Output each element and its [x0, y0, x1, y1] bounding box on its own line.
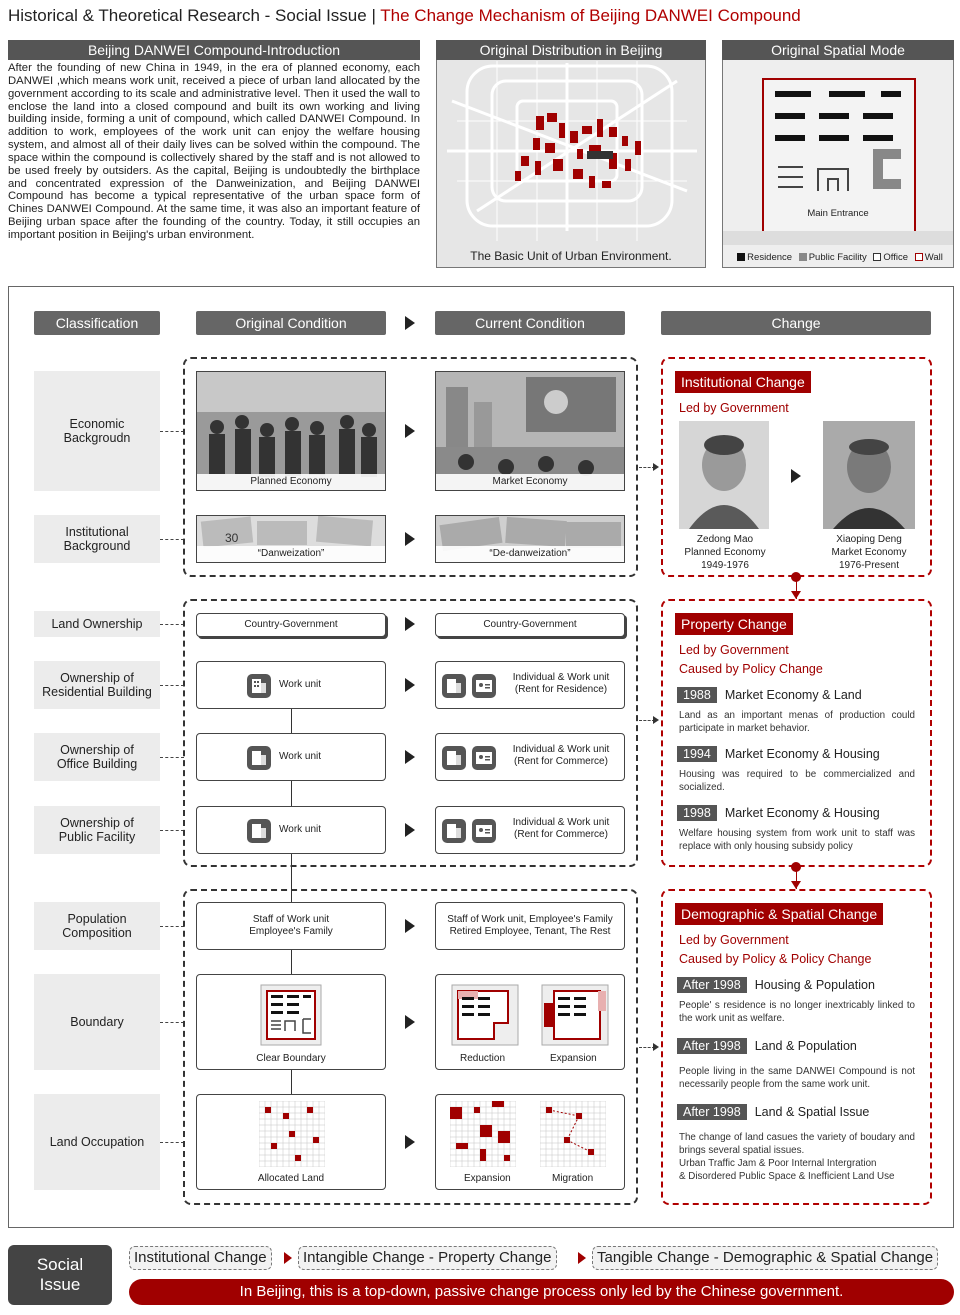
demographic-change-sub1: Led by Government — [679, 933, 789, 947]
spatial-mode — [722, 40, 954, 268]
arrow-icon — [653, 463, 659, 471]
current-residential-card — [435, 661, 625, 709]
demographic-change-sub2: Caused by Policy & Policy Change — [679, 952, 872, 966]
property-change-title: Property Change — [675, 613, 793, 635]
arrow-icon — [653, 1043, 659, 1051]
building-icon — [442, 746, 466, 770]
main-entrance-label: Main Entrance — [807, 208, 869, 219]
market-economy-label: Market Economy — [436, 474, 624, 490]
current-land-card: Country-Government — [435, 613, 625, 637]
title-right: The Change Mechanism of Beijing DANWEI Compound — [380, 6, 801, 25]
public-facility-swatch — [799, 253, 807, 261]
demographic-item-3-desc: The change of land casues the variety of boudary and brings several spatial issues. Urban Traffic Jam & Poor Internal Intergration & Disordered Public Space & Inefficient Land Use — [679, 1132, 915, 1182]
item-head: Land & Population — [754, 1039, 857, 1053]
leader — [160, 926, 184, 927]
building-icon — [442, 674, 466, 698]
institutional-change-panel — [661, 357, 932, 577]
person-card-icon — [472, 819, 496, 843]
building-icon — [247, 746, 271, 770]
planned-economy-photo — [196, 371, 386, 491]
mao-portrait — [679, 421, 769, 529]
col-current: Current Condition — [435, 311, 625, 335]
row-residential: Ownership of Residential Building — [34, 661, 160, 709]
original-population-card: Staff of Work unit Employee's Family — [196, 902, 386, 950]
footer-step-3: Tangible Change - Demographic & Spatial Change — [592, 1246, 938, 1270]
arrow-icon — [791, 591, 801, 599]
year-badge: After 1998 — [677, 1038, 747, 1054]
property-change-sub2: Caused by Policy Change — [679, 662, 823, 676]
arrow-icon — [405, 1135, 415, 1149]
dedanweization-photo — [435, 515, 625, 563]
row-public: Ownership of Public Facility — [34, 806, 160, 854]
legend-residence: Residence — [747, 252, 793, 263]
danweization-photo — [196, 515, 386, 563]
danweization-label: “Danweization” — [197, 546, 385, 562]
row-land: Land Ownership — [34, 611, 160, 637]
arrow-icon — [653, 716, 659, 724]
item-head: Market Economy & Land — [724, 688, 862, 702]
current-population-card: Staff of Work unit, Employee's Family Retired Employee, Tenant, The Rest — [435, 902, 625, 950]
leader — [160, 1022, 184, 1023]
item-head: Market Economy & Housing — [724, 806, 880, 820]
item-head: Housing & Population — [754, 978, 875, 992]
institutional-change-title: Institutional Change — [675, 371, 811, 393]
footer-step-2: Intangible Change - Property Change — [298, 1246, 557, 1270]
work-unit-label: Work unit — [279, 679, 322, 690]
planned-economy-label: Planned Economy — [197, 474, 385, 490]
title-sep: | — [366, 6, 381, 25]
beijing-map — [437, 41, 706, 268]
arrow-icon — [405, 750, 415, 764]
footer-step-1: Institutional Change — [129, 1246, 272, 1270]
mode-title: Original Spatial Mode — [722, 40, 954, 60]
footer-conclusion: In Beijing, this is a top-down, passive change process only led by the Chinese government. — [129, 1279, 954, 1305]
mao-caption: Zedong Mao Planned Economy 1949-1976 — [684, 534, 766, 571]
demographic-item-1 — [677, 977, 875, 993]
arrow-icon — [791, 881, 801, 889]
arrow-icon — [405, 823, 415, 837]
current-office-label: Individual & Work unit (Rent for Commerce) — [512, 744, 610, 767]
demographic-change-panel — [661, 889, 932, 1205]
property-item-3-desc: Welfare housing system from work unit to staff was replace with only housing subsidy policy — [679, 828, 915, 852]
deng-portrait — [823, 421, 915, 529]
migration-land-grid — [540, 1101, 606, 1167]
original-boundary-card — [196, 974, 386, 1070]
row-population: Population Composition — [34, 902, 160, 950]
page-title — [8, 6, 801, 26]
person-card-icon — [472, 674, 496, 698]
arrow-icon — [791, 469, 801, 483]
leader — [160, 757, 184, 758]
wall-swatch — [915, 253, 923, 261]
clear-boundary-label: Clear Boundary — [256, 1053, 326, 1064]
col-classification: Classification — [34, 311, 160, 335]
institutional-change-sub: Led by Government — [679, 401, 789, 415]
demographic-change-title: Demographic & Spatial Change — [675, 903, 883, 925]
current-public-card — [435, 806, 625, 854]
intro-title: Beijing DANWEI Compound-Introduction — [8, 40, 420, 60]
demographic-item-2-desc: People living in the same DANWEI Compound is not necessarily people from the same work unit. — [679, 1066, 915, 1090]
property-item-2 — [677, 746, 880, 762]
arrow-icon — [405, 919, 415, 933]
building-icon — [442, 819, 466, 843]
current-public-label: Individual & Work unit (Rent for Commerce) — [512, 817, 610, 840]
item-head: Market Economy & Housing — [724, 747, 880, 761]
row-economic: Economic Backgroudn — [34, 371, 160, 491]
arrow-icon — [405, 1015, 415, 1029]
current-office-card — [435, 733, 625, 781]
leader — [160, 624, 184, 625]
mode-legend — [723, 252, 953, 263]
social-issue-label: Social Issue — [8, 1245, 112, 1305]
property-item-1 — [677, 687, 862, 703]
office-swatch — [873, 253, 881, 261]
person-card-icon — [472, 746, 496, 770]
row-boundary: Boundary — [34, 974, 160, 1070]
year-badge: 1988 — [677, 687, 717, 703]
original-occupation-card — [196, 1094, 386, 1190]
allocated-land-label: Allocated Land — [257, 1173, 325, 1184]
row-occupation: Land Occupation — [34, 1094, 160, 1190]
leader — [160, 539, 184, 540]
property-item-3 — [677, 805, 880, 821]
market-economy-photo — [435, 371, 625, 491]
property-change-sub1: Led by Government — [679, 643, 789, 657]
demographic-item-2 — [677, 1038, 857, 1054]
distribution-caption: The Basic Unit of Urban Environment. — [470, 249, 672, 263]
migration-label: Migration — [552, 1173, 594, 1184]
connector — [291, 1070, 292, 1094]
arrow-icon — [405, 316, 415, 330]
intro-text: After the founding of new China in 1949, in the era of planned economy, each DANWEI ,which means work unit, received a piece of urban land allocated by the government according to its scale and administrative level. Then it used the wall to enclose the land into a closed compound and built its own working and living building inside, forming a unit of compound, which called DANWEI Compound. In addition to work, employees of the work unit can enjoy the welfare housing system, and almost all of their daily lives can be solved within the compound. The space within the compound is collectively shared by the staff and is not allowed to be used freely by outsiders. As the capital, Beijing is undoubtedly the birthplace and concentrated expression of the Danweinization, and Beijing DANWEI Compound has become a typical representative of the urban space form of Chines DANWEI Compound. At the same time, it was also an important feature of Beijing urban space after the founding of the country. Today, it still occupies an important position in Beijing's urban environment. — [8, 62, 420, 241]
legend-wall: Wall — [924, 252, 943, 263]
connector-dot — [791, 862, 801, 872]
connector-dot — [791, 572, 801, 582]
arrow-icon — [405, 532, 415, 546]
work-unit-label: Work unit — [279, 824, 322, 835]
property-item-1-desc: Land as an important menas of production could participate in market behavior. — [679, 710, 915, 734]
original-office-card — [196, 733, 386, 781]
leader — [160, 431, 184, 432]
original-residential-card — [196, 661, 386, 709]
arrow-icon — [284, 1252, 292, 1264]
arrow-icon — [405, 424, 415, 438]
connector — [291, 950, 292, 974]
legend-public-facility: Public Facility — [808, 252, 867, 263]
demographic-item-3 — [677, 1104, 869, 1120]
year-badge: 1994 — [677, 746, 717, 762]
legend-office: Office — [883, 252, 909, 263]
current-occupation-card — [435, 1094, 625, 1190]
expansion-land-grid — [450, 1101, 516, 1167]
expansion-diagram — [540, 983, 610, 1047]
col-change: Change — [661, 311, 931, 335]
original-public-card — [196, 806, 386, 854]
deng-caption: Xiaoping Deng Market Economy 1976-Present — [831, 534, 907, 571]
title-left: Historical & Theoretical Research - Social Issue — [8, 6, 367, 25]
residence-swatch — [737, 253, 745, 261]
allocated-land-grid — [259, 1101, 325, 1167]
building-icon — [247, 674, 271, 698]
property-item-2-desc: Housing was required to be commercialized and socialized. — [679, 769, 915, 793]
leader — [160, 1142, 184, 1143]
property-change-panel — [661, 599, 932, 867]
current-residential-label: Individual & Work unit (Rent for Residence) — [512, 672, 610, 695]
reduction-diagram — [450, 983, 520, 1047]
year-badge: 1998 — [677, 805, 717, 821]
original-land-card: Country-Government — [196, 613, 386, 637]
dedanweization-label: “De-danweization” — [436, 546, 624, 562]
clear-boundary-diagram — [259, 983, 323, 1047]
connector — [291, 781, 292, 806]
connector — [291, 709, 292, 733]
expansion-label: Expansion — [550, 1053, 597, 1064]
leader — [160, 685, 184, 686]
svg-text:30: 30 — [225, 531, 239, 545]
year-badge: After 1998 — [677, 1104, 747, 1120]
arrow-icon — [405, 617, 415, 631]
expansion2-label: Expansion — [464, 1173, 511, 1184]
demographic-item-1-desc: People' s residence is no longer inextricably linked to the work unit as welfare. — [679, 1000, 915, 1024]
reduction-label: Reduction — [460, 1053, 506, 1064]
row-office: Ownership of Office Building — [34, 733, 160, 781]
compound-diagram — [723, 41, 954, 268]
distribution-title: Original Distribution in Beijing — [436, 40, 706, 60]
distribution-map — [436, 40, 706, 268]
arrow-icon — [578, 1252, 586, 1264]
col-original: Original Condition — [196, 311, 386, 335]
work-unit-label: Work unit — [279, 751, 322, 762]
item-head: Land & Spatial Issue — [754, 1105, 870, 1119]
year-badge: After 1998 — [677, 977, 747, 993]
row-institutional: Institutional Background — [34, 515, 160, 563]
building-icon — [247, 819, 271, 843]
arrow-icon — [405, 678, 415, 692]
leader — [160, 830, 184, 831]
current-boundary-card — [435, 974, 625, 1070]
